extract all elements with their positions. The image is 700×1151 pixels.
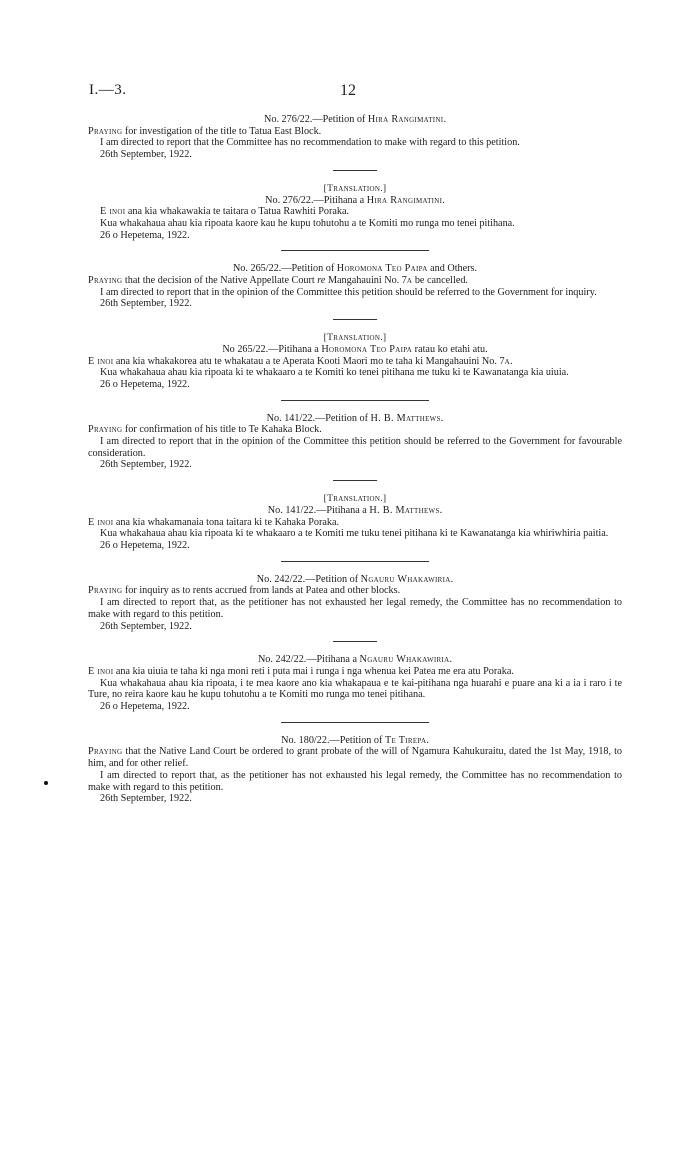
date-line: 26 o Hepetema, 1922. <box>100 701 190 713</box>
section-divider <box>281 250 429 251</box>
petition-265-translation <box>88 332 622 391</box>
section-divider <box>333 170 377 171</box>
report-paragraph: I am directed to report that in the opinion of the Committee this petition should be referred to the Government for favourable consideration. <box>88 436 622 459</box>
date-line: 26 o Hepetema, 1922. <box>100 539 190 551</box>
prayer-paragraph: Praying for investigation of the title to Tatua East Block. <box>88 125 322 137</box>
date-line: 26th September, 1922. <box>100 149 192 161</box>
petition-141-english <box>88 413 622 472</box>
page-content <box>88 114 622 805</box>
report-paragraph: Kua whakahaua ahau kia ripoata ki te whakaaro a te Komiti me tuku tenei pitihana ki te Kawanatanga kia whiriwhiria paitia. <box>100 528 609 540</box>
date-line: 26th September, 1922. <box>100 298 192 310</box>
section-divider <box>281 400 429 401</box>
prayer-paragraph: Praying that the decision of the Native Appellate Court re Mangahauini No. 7a be cancelled. <box>88 275 468 287</box>
petition-title: No. 242/22.—Pitihana a Ngauru Whakawiria. <box>257 654 453 666</box>
prayer-paragraph: E inoi ana kia whakamanaia tona taitara ki te Kahaka Poraka. <box>88 516 340 528</box>
petition-title: No. 242/22.—Petition of Ngauru Whakawiria. <box>256 573 454 585</box>
section-divider <box>333 641 377 642</box>
report-paragraph: I am directed to report that, as the petitioner has not exhausted her legal remedy, the Committee has no recommendation to make with regard to this petition. <box>88 597 622 620</box>
translation-label: [Translation.] <box>323 182 387 194</box>
petition-276-translation <box>88 183 622 242</box>
prayer-paragraph: Praying for confirmation of his title to Te Kahaka Block. <box>88 424 322 436</box>
date-line: 26th September, 1922. <box>100 620 192 632</box>
petition-title: No. 265/22.—Petition of Horomona Teo Paipa and Others. <box>232 263 478 275</box>
prayer-paragraph: Praying for inquiry as to rents accrued from lands at Patea and other blocks. <box>88 585 401 597</box>
petition-title: No. 141/22.—Pitihana a H. B. Matthews. <box>267 504 443 516</box>
petition-242-translation <box>88 654 622 713</box>
petition-180-english <box>88 735 622 805</box>
petition-title: No. 276/22.—Pitihana a Hira Rangimatini. <box>265 194 445 206</box>
section-divider <box>281 561 429 562</box>
report-paragraph: I am directed to report that in the opinion of the Committee this petition should be referred to the Government for inquiry. <box>100 286 597 298</box>
section-divider <box>281 722 429 723</box>
petition-title: No. 141/22.—Petition of H. B. Matthews. <box>266 412 444 424</box>
page-number: 12 <box>340 82 356 99</box>
date-line: 26th September, 1922. <box>100 793 192 805</box>
margin-ink-spot <box>44 781 48 785</box>
petition-title: No 265/22.—Pitihana a Horomona Teo Paipa ratau ko etahi atu. <box>222 343 488 355</box>
date-line: 26 o Hepetema, 1922. <box>100 229 190 241</box>
prayer-paragraph: E inoi ana kia whakakorea atu te whakatau a te Aperata Kooti Maori mo te taha ki Mangahauini No. 7a. <box>88 355 513 367</box>
petition-title: No. 276/22.—Petition of Hira Rangimatini. <box>264 114 446 125</box>
date-line: 26th September, 1922. <box>100 459 192 471</box>
prayer-paragraph: Praying that the Native Land Court be ordered to grant probate of the will of Ngamura Kahukuraitu, dated the 1st May, 1918, to him, and for other relief. <box>88 746 622 770</box>
paper-series-code: I.—3. <box>89 82 127 98</box>
section-divider <box>333 319 377 320</box>
report-paragraph: Kua whakahaua ahau kia ripoata kaore kau he kupu tohutohu a te Komiti mo runga mo tenei pitihana. <box>100 217 515 229</box>
section-divider <box>333 480 377 481</box>
date-line: 26 o Hepetema, 1922. <box>100 378 190 390</box>
report-paragraph: Kua whakahaua ahau kia ripoata ki te whakaaro a te Komiti ko tenei pitihana me tuku ki te Kawanatanga kia uiuia. <box>100 367 569 379</box>
petition-276-english <box>88 114 622 161</box>
petition-242-english <box>88 574 622 633</box>
petition-title: No. 180/22.—Petition of Te Tirepa. <box>281 734 429 746</box>
translation-label: [Translation.] <box>323 493 387 505</box>
prayer-paragraph: E inoi ana kia whakawakia te taitara o Tatua Rawhiti Poraka. <box>100 206 350 218</box>
report-paragraph: I am directed to report that the Committee has no recommendation to make with regard to this petition. <box>100 137 520 149</box>
report-paragraph: Kua whakahaua ahau kia ripoata, i te mea kaore ano kia whakapaua e te kai-pitihana nga huarahi e puare ana ki a ia i raro i te Ture, no reira kaore kau he kupu tohutohu a te Komiti mo runga mo tenei pitihana. <box>88 677 622 701</box>
prayer-paragraph: E inoi ana kia uiuia te taha ki nga moni reti i puta mai i runga i nga whenua kei Patea me era atu Poraka. <box>88 665 514 677</box>
petition-141-translation <box>88 493 622 552</box>
report-paragraph: I am directed to report that, as the petitioner has not exhausted his legal remedy, the Committee has no recommendation to make with regard to this petition. <box>88 769 622 793</box>
petition-265-english <box>88 263 622 310</box>
translation-label: [Translation.] <box>323 332 387 344</box>
